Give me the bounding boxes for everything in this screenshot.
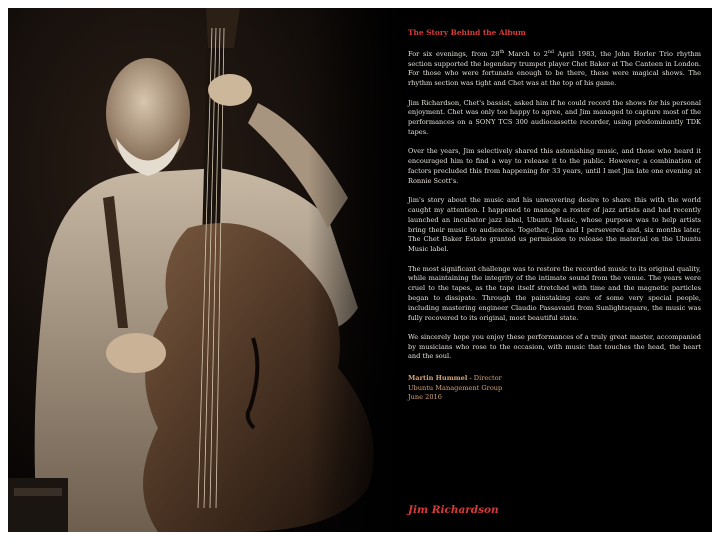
signoff-name: Martin Hummel [408,374,468,383]
story-paragraph-5: The most significant challenge was to restore the recorded music to its original quality, while maintaining the integrity of the intimate sound from the venue. The years were cruel to the tapes, as the tape itself stretched with time and the magnetic particles began to dissipate. Through the painstaking care of some very special people, including mastering engineer Claudio Passavanti from Sunlightsquare, the music was fully recovered to its original, most beautiful state. [408,264,701,322]
story-paragraph-4: Jim's story about the music and his unwavering desire to share this with the world caught my attention. I happened to manage a roster of jazz artists and had recently launched an incubator jazz label, Ubuntu Music, whose purpose was to help artists bring their music to audiences. Together, Jim and I persevered and, six months later, The Chet Baker Estate granted us permission to release the material on the Ubuntu Music label. [408,196,701,254]
signoff-date: June 2016 [408,393,442,402]
story-title: The Story Behind the Album [408,28,526,37]
story-paragraph-2: Jim Richardson, Chet's bassist, asked him if he could record the shows for his personal enjoyment. Chet was only too happy to agree, and Jim managed to capture most of the performances on a SONY TCS 300 audiocassette recorder, using predominantly TDK tapes. [408,98,701,136]
signoff-role: Director [473,374,502,383]
signoff-block [408,374,701,403]
story-paragraph-6: We sincerely hope you enjoy these performances of a truly great master, accompanied by musicians who rose to the occasion, with music that touches the head, the heart and the soul. [408,332,701,361]
bassist-photo-illustration [8,8,408,532]
album-insert-page [8,8,712,532]
story-paragraph-1: For six evenings, from 28th March to 2nd April 1983, the John Horler Trio rhythm section supported the legendary trumpet player Chet Baker at The Canteen in London. For those who were fortunate enough to be there, these were magical shows. The rhythm section was tight and Chet was at the top of his game. [408,49,701,88]
jim-richardson-signature: Jim Richardson [408,504,499,516]
signoff-company: Ubuntu Management Group [408,383,503,392]
signoff-line-1 [408,374,502,382]
story-paragraph-3: Over the years, Jim selectively shared this astonishing music, and those who heard it encouraged him to find a way to release it to the public. However, a combination of factors precluded this from happening for 33 years, until I met Jim late one evening at Ronnie Scott's. [408,147,701,185]
signoff-separator: - [467,374,474,383]
story-text-column [408,28,701,528]
bassist-photo [8,8,408,532]
